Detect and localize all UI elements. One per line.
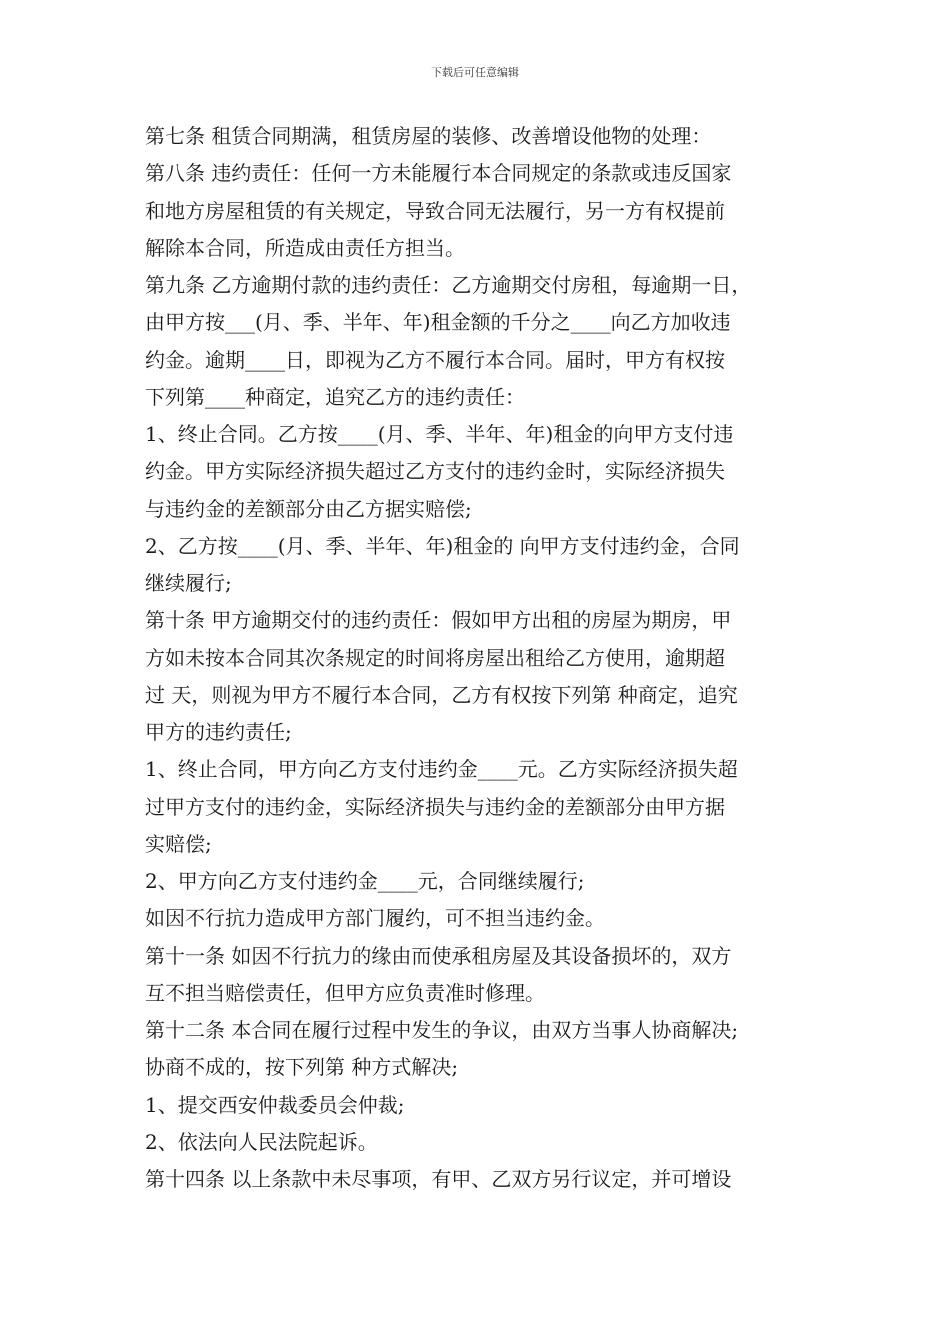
text-line: 下列第____种商定，追究乙方的违约责任： (145, 384, 525, 409)
text-line: 1、提交西安仲裁委员会仲裁; (145, 1092, 405, 1117)
text-line: 第七条 租赁合同期满，租赁房屋的装修、改善增设他物的处理： (145, 124, 712, 148)
text-line: 解除本合同，所造成由责任方担当。 (145, 235, 465, 260)
text-line: 方如未按本合同其次条规定的时间将房屋出租给乙方使用，逾期超 (145, 645, 725, 670)
text-line: 第九条 乙方逾期付款的违约责任：乙方逾期交付房租，每逾期一日， (145, 273, 752, 297)
text-line: 第十四条 以上条款中未尽事项，有甲、乙双方另行议定，并可增设 (145, 1167, 732, 1191)
text-line: 约金。甲方实际经济损失超过乙方支付的违约金时，实际经济损失 (145, 459, 725, 484)
text-line: 由甲方按___(月、季、半年、年)租金额的千分之____向乙方加收违 (145, 310, 731, 335)
text-line: 协商不成的，按下列第 种方式解决; (145, 1055, 459, 1080)
text-line: 2、依法向人民法院起诉。 (145, 1129, 378, 1154)
text-line: 第八条 违约责任：任何一方未能履行本合同规定的条款或违反国家 (145, 161, 732, 186)
text-line: 过甲方支付的违约金，实际经济损失与违约金的差额部分由甲方据 (145, 794, 725, 819)
text-line: 互不担当赔偿责任，但甲方应负责准时修理。 (145, 980, 545, 1005)
text-line: 1、终止合同。乙方按____(月、季、半年、年)租金的向甲方支付违 (145, 422, 734, 446)
text-line: 第十一条 如因不行抗力的缘由而使承租房屋及其设备损坏的，双方 (145, 943, 732, 968)
text-line: 和地方房屋租赁的有关规定，导致合同无法履行，另一方有权提前 (145, 198, 725, 223)
page-header-note: 下载后可任意编辑 (431, 66, 519, 79)
text-line: 2、乙方按____(月、季、半年、年)租金的 向甲方支付违约金，合同 (145, 533, 740, 558)
text-line: 1、终止合同，甲方向乙方支付违约金____元。乙方实际经济损失超 (145, 757, 738, 782)
text-line: 第十条 甲方逾期交付的违约责任：假如甲方出租的房屋为期房，甲 (145, 608, 732, 633)
text-line: 2、甲方向乙方支付违约金____元，合同继续履行; (145, 869, 585, 893)
document-body (145, 118, 815, 1198)
text-line: 第十二条 本合同在履行过程中发生的争议，由双方当事人协商解决; (145, 1018, 739, 1042)
text-line: 实赔偿; (145, 831, 212, 856)
text-line: 甲方的违约责任; (145, 720, 292, 744)
text-line: 继续履行; (145, 571, 232, 595)
text-line: 约金。逾期____日，即视为乙方不履行本合同。届时，甲方有权按 (145, 347, 725, 372)
text-line: 如因不行抗力造成甲方部门履约，可不担当违约金。 (145, 906, 605, 931)
text-line: 过 天，则视为甲方不履行本合同，乙方有权按下列第 种商定，追究 (145, 682, 738, 707)
text-line: 与违约金的差额部分由乙方据实赔偿; (145, 496, 472, 521)
